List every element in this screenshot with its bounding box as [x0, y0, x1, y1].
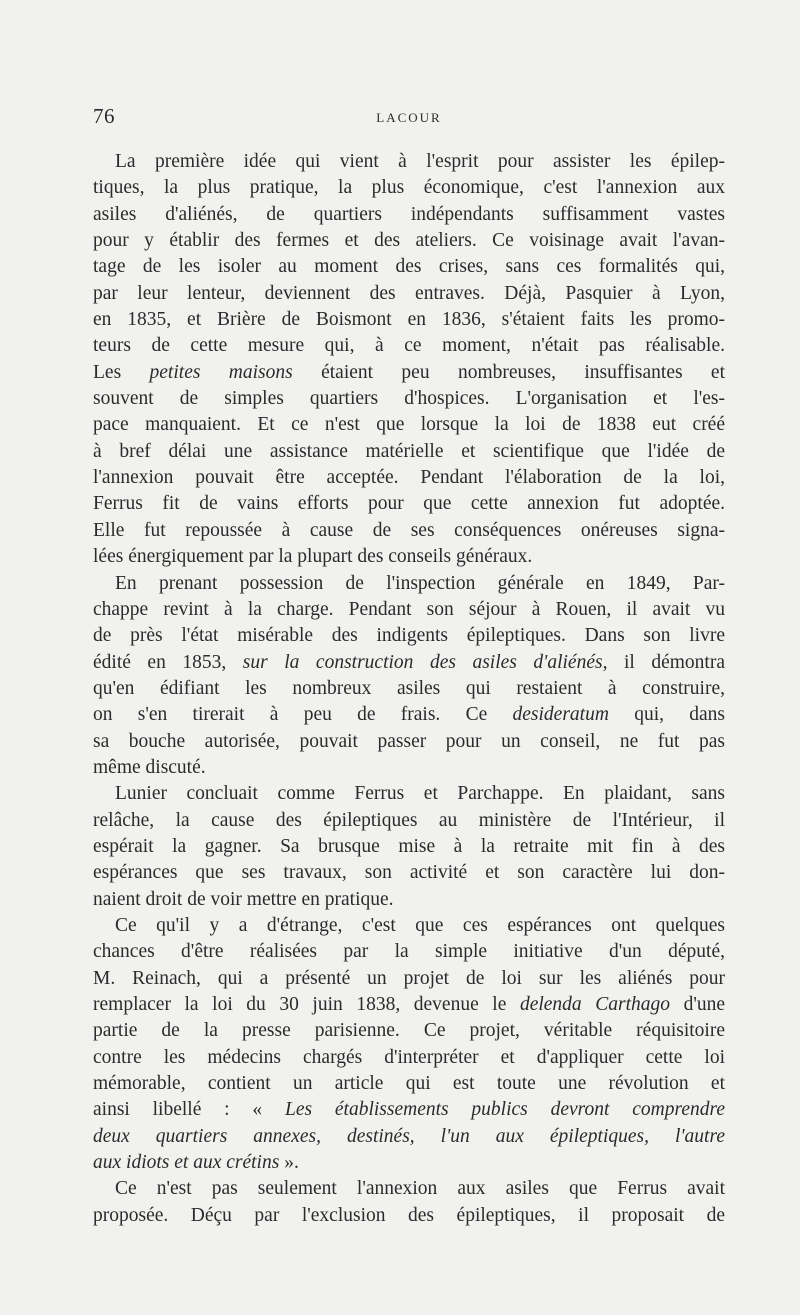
text-line	[93, 491, 725, 517]
page-header	[93, 104, 725, 134]
italic-text: desideratum	[512, 704, 609, 726]
italic-text: sur la construction des asiles d'aliénés	[242, 651, 603, 673]
text-line	[93, 676, 725, 702]
text-segment: qui, dans	[608, 704, 725, 726]
text-segment: mémorable, contient un article qui est toute une révolution et	[93, 1073, 725, 1095]
text-line	[93, 1018, 725, 1044]
text-line	[93, 623, 725, 649]
text-segment: naient droit de voir mettre en pratique.	[93, 888, 394, 910]
italic-text: delenda Carthago	[519, 994, 670, 1015]
text-line	[93, 439, 725, 465]
text-line	[93, 175, 725, 201]
italic-text: deux quartiers annexes, destinés, l'un aux épileptiques, l'autre	[93, 1125, 725, 1147]
text-segment: l'annexion pouvait être acceptée. Pendant l'élaboration de la loi,	[93, 467, 725, 489]
text-segment: remplacer la loi du 30 juin 1838, devenue le	[93, 994, 520, 1015]
text-line	[93, 465, 725, 491]
body-text	[93, 149, 725, 1229]
text-segment: partie de la presse parisienne. Ce projet, véritable réquisitoire	[93, 1020, 725, 1042]
text-segment: chappe revint à la charge. Pendant son séjour à Rouen, il avait vu	[93, 598, 725, 620]
text-line	[93, 860, 725, 886]
text-line	[93, 1176, 725, 1202]
text-line	[93, 254, 725, 280]
text-line	[93, 1124, 725, 1150]
text-segment: relâche, la cause des épileptiques au ministère de l'Intérieur, il	[93, 809, 725, 831]
text-segment: Ce qu'il y a d'étrange, c'est que ces espérances ont quelques	[115, 914, 725, 936]
text-line	[93, 386, 725, 412]
text-segment: souvent de simples quartiers d'hospices. L'organisation et l'es-	[93, 388, 725, 410]
text-line	[93, 544, 725, 570]
text-segment: par leur lenteur, deviennent des entraves. Déjà, Pasquier à Lyon,	[93, 282, 725, 304]
text-segment: Ferrus fit de vains efforts pour que cette annexion fut adoptée.	[93, 493, 725, 515]
text-line	[93, 887, 725, 913]
text-line	[93, 149, 725, 175]
text-line	[93, 729, 725, 755]
text-line	[93, 939, 725, 965]
text-segment: qu'en édifiant les nombreux asiles qui restaient à construire,	[93, 677, 725, 699]
text-line	[93, 650, 725, 676]
italic-text: aux idiots et aux crétins	[93, 1152, 280, 1174]
text-segment: pour y établir des fermes et des ateliers. Ce voisinage avait l'avan-	[93, 230, 725, 252]
text-segment: contre les médecins chargés d'interpréter et d'appliquer cette loi	[93, 1046, 725, 1068]
text-line	[93, 834, 725, 860]
text-segment: on s'en tirerait à peu de frais. Ce	[93, 704, 513, 726]
text-line	[93, 755, 725, 781]
text-line	[93, 702, 725, 728]
text-segment: pace manquaient. Et ce n'est que lorsque la loi de 1838 eut créé	[93, 414, 725, 436]
text-line	[93, 571, 725, 597]
text-segment: de près l'état misérable des indigents épileptiques. Dans son livre	[93, 625, 725, 647]
text-line	[93, 966, 725, 992]
text-line	[93, 518, 725, 544]
text-segment: sa bouche autorisée, pouvait passer pour un conseil, ne fut pas	[93, 730, 725, 752]
text-line	[93, 360, 725, 386]
running-head: LACOUR	[376, 110, 442, 125]
text-segment: proposée. Déçu par l'exclusion des épileptiques, il proposait de	[93, 1204, 725, 1226]
text-segment: tiques, la plus pratique, la plus économique, c'est l'annexion aux	[93, 177, 725, 199]
text-line	[93, 992, 725, 1018]
text-segment: M. Reinach, qui a présenté un projet de loi sur les aliénés pour	[93, 967, 725, 989]
text-segment: Les	[93, 361, 150, 383]
text-line	[93, 808, 725, 834]
text-segment: lées énergiquement par la plupart des conseils généraux.	[93, 546, 533, 568]
text-segment: , il démontra	[602, 651, 725, 673]
text-line	[93, 228, 725, 254]
text-line	[93, 1150, 725, 1176]
text-segment: espérances que ses travaux, son activité et son caractère lui don-	[93, 862, 725, 884]
text-segment: espérait la gagner. Sa brusque mise à la retraite mit fin à des	[93, 835, 725, 857]
text-segment: chances d'être réalisées par la simple initiative d'un député,	[93, 941, 725, 963]
text-line	[93, 913, 725, 939]
text-line	[93, 781, 725, 807]
text-line	[93, 597, 725, 623]
text-segment: Ce n'est pas seulement l'annexion aux asiles que Ferrus avait	[115, 1178, 725, 1200]
text-line	[93, 307, 725, 333]
text-segment: même discuté.	[93, 756, 206, 778]
text-segment: ».	[279, 1152, 299, 1174]
text-segment: en 1835, et Brière de Boismont en 1836, s'étaient faits les promo-	[93, 309, 725, 331]
text-segment: asiles d'aliénés, de quartiers indépendants suffisamment vastes	[93, 203, 725, 225]
text-line	[93, 1071, 725, 1097]
text-line	[93, 202, 725, 228]
text-line	[93, 281, 725, 307]
text-line	[93, 333, 725, 359]
text-segment: En prenant possession de l'inspection générale en 1849, Par-	[115, 572, 725, 594]
text-segment: ainsi libellé : «	[93, 1099, 285, 1121]
page-number: 76	[93, 104, 115, 128]
text-line	[93, 1097, 725, 1123]
text-segment: à bref délai une assistance matérielle et scientifique que l'idée de	[93, 440, 725, 462]
text-line	[93, 412, 725, 438]
text-segment: Lunier concluait comme Ferrus et Parchappe. En plaidant, sans	[115, 783, 725, 805]
text-segment: d'une	[670, 994, 725, 1015]
text-line	[93, 1045, 725, 1071]
text-segment: Elle fut repoussée à cause de ses conséquences onéreuses signa-	[93, 519, 725, 541]
text-line	[93, 1203, 725, 1229]
text-segment: La première idée qui vient à l'esprit pour assister les épilep-	[115, 151, 725, 172]
text-segment: tage de les isoler au moment des crises, sans ces formalités qui,	[93, 256, 725, 278]
text-segment: étaient peu nombreuses, insuffisantes et	[292, 361, 725, 383]
text-segment: édité en 1853,	[93, 651, 243, 673]
italic-text: Les établissements publics devront comprendre	[284, 1099, 725, 1121]
text-segment: teurs de cette mesure qui, à ce moment, n'était pas réalisable.	[93, 335, 725, 357]
italic-text: petites maisons	[149, 361, 293, 383]
